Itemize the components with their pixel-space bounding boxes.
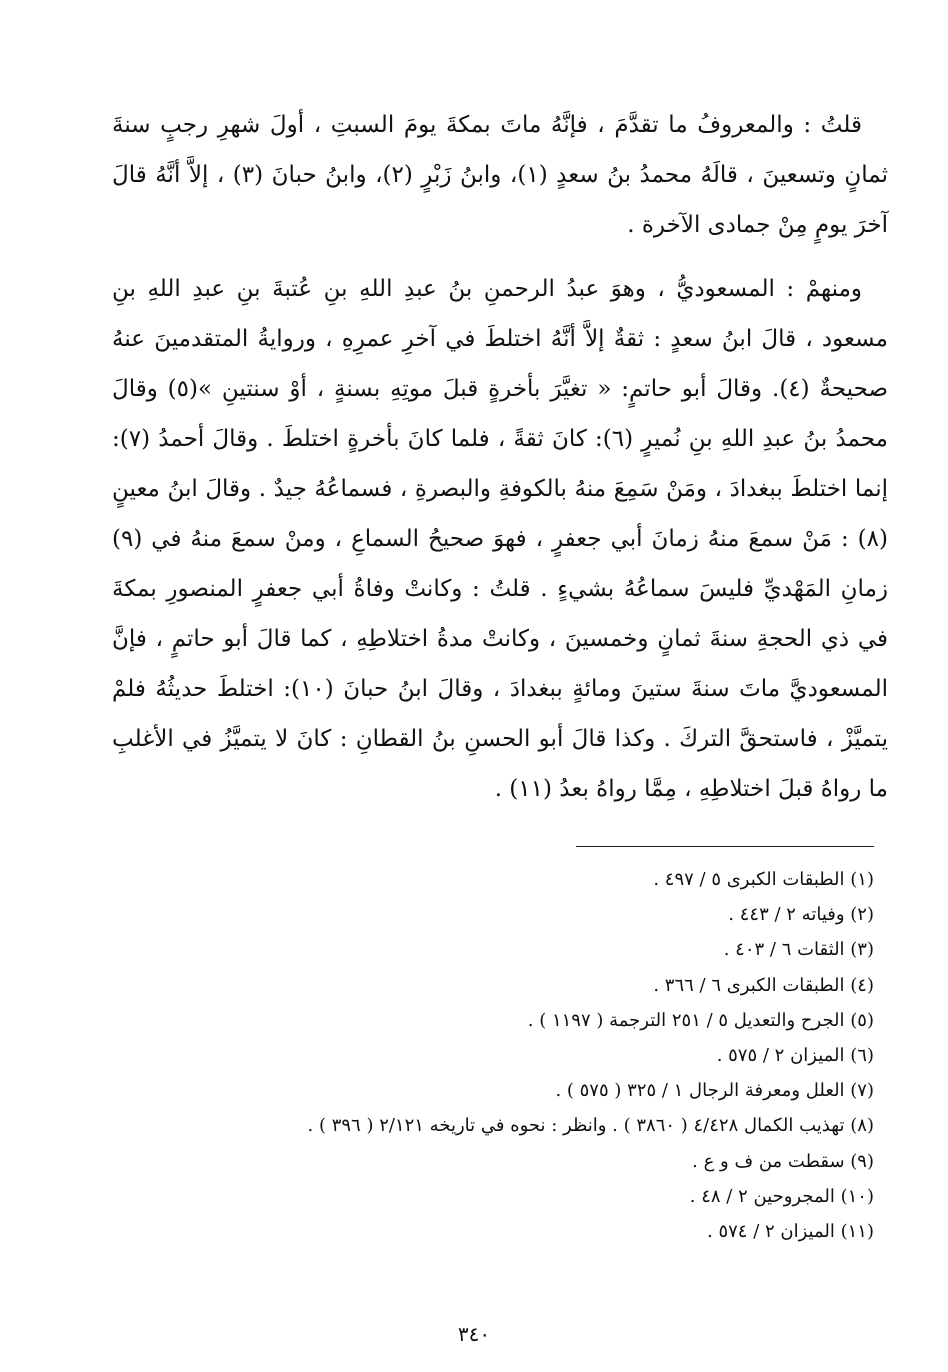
page-number: ٣٤٠ [457,1322,491,1346]
footnote-11: (١١) الميزان ٢ / ٥٧٤ . [707,1220,874,1242]
footnote-9: (٩) سقطت من ف و ع . [692,1150,874,1172]
footnote-5: (٥) الجرح والتعديل ٥ / ٢٥١ الترجمة ( ١١٩٧ ) . [527,1009,874,1031]
footnote-6: (٦) الميزان ٢ / ٥٧٥ . [716,1044,874,1066]
footnote-7: (٧) العلل ومعرفة الرجال ١ / ٣٢٥ ( ٥٧٥ ) . [555,1080,874,1102]
footnote-4: (٤) الطبقات الكبرى ٦ / ٣٦٦ . [653,974,874,996]
paragraph-1: قلتُ : والمعروفُ ما تقدَّمَ ، فإنَّهُ ماتَ بمكةَ يومَ السبتِ ، أولَ شهرِ رجبٍ سنةَ ثمانٍ وتسعينَ ، قالَهُ محمدُ بنُ سعدٍ (١)، وابنُ زَبْرٍ (٢)، وابنُ حبانَ (٣) ، إلاَّ أنَّهُ قالَ آخرَ يومٍ مِنْ جمادى الآخرة . [112,112,889,238]
footnote-divider [576,846,874,847]
footnote-1: (١) الطبقات الكبرى ٥ / ٤٩٧ . [653,869,874,890]
footnote-8: (٨) تهذيب الكمال ٤/٤٢٨ ( ٣٨٦٠ ) . وانظر : نحوه في تاريخه ٢/١٢١ ( ٣٩٦ ) . [307,1115,874,1137]
footnote-2: (٢) وفياته ٢ / ٤٤٣ . [728,904,874,926]
footnotes-list [214,862,874,1249]
paragraph-2: ومنهمْ : المسعوديُّ ، وهوَ عبدُ الرحمنِ بنُ عبدِ اللهِ بنِ عُتبةَ بنِ عبدِ اللهِ بنِ مسعود ، قالَ ابنُ سعدٍ : ثقةٌ إلاَّ أنَّهُ اختلطَ في آخرِ عمرِهِ ، وروايةُ المتقدمينَ عنهُ صحيحةٌ (٤). وقالَ أبو حاتمٍ: « تغيَّرَ بأخرةٍ قبلَ موتِهِ بسنةٍ ، أوْ سنتينِ »(٥) وقالَ محمدُ بنُ عبدِ اللهِ بنِ نُميرٍ (٦): كانَ ثقةً ، فلما كانَ بأخرةٍ اختلطَ . وقالَ أحمدُ (٧): إنما اختلطَ ببغدادَ ، ومَنْ سَمِعَ منهُ بالكوفةِ والبصرةِ ، فسماعُهُ جيدٌ . وقالَ ابنُ معينٍ (٨) : مَنْ سمعَ منهُ زمانَ أبي جعفرٍ ، فهوَ صحيحُ السماعِ ، ومنْ سمعَ منهُ في (٩) زمانِ المَهْديِّ فليسَ سماعُهُ بشيءٍ . قلتُ : وكانتْ وفاةُ أبي جعفرٍ المنصورِ بمكةَ في ذي الحجةِ سنةَ ثمانٍ وخمسينَ ، وكانتْ مدةُ اختلاطِهِ ، كما قالَ أبو حاتمٍ ، فإنَّ المسعوديَّ ماتَ سنةَ ستينَ ومائةٍ ببغدادَ ، وقالَ ابنُ حبانَ (١٠): اختلطَ حديثُهُ فلمْ يتميَّزْ ، فاستحقَّ التركَ . وكذا قالَ أبو الحسنِ بنُ القطانِ : كانَ لا يتميَّزُ في الأغلبِ ما رواهُ قبلَ اختلاطِهِ ، مِمَّا رواهُ بعدُ (١١) . [112,276,888,802]
main-text [112,100,888,828]
footnote-3: (٣) الثقات ٦ / ٤٠٣ . [723,939,874,961]
footnote-10: (١٠) المجروحين ٢ / ٤٨ . [689,1185,874,1207]
